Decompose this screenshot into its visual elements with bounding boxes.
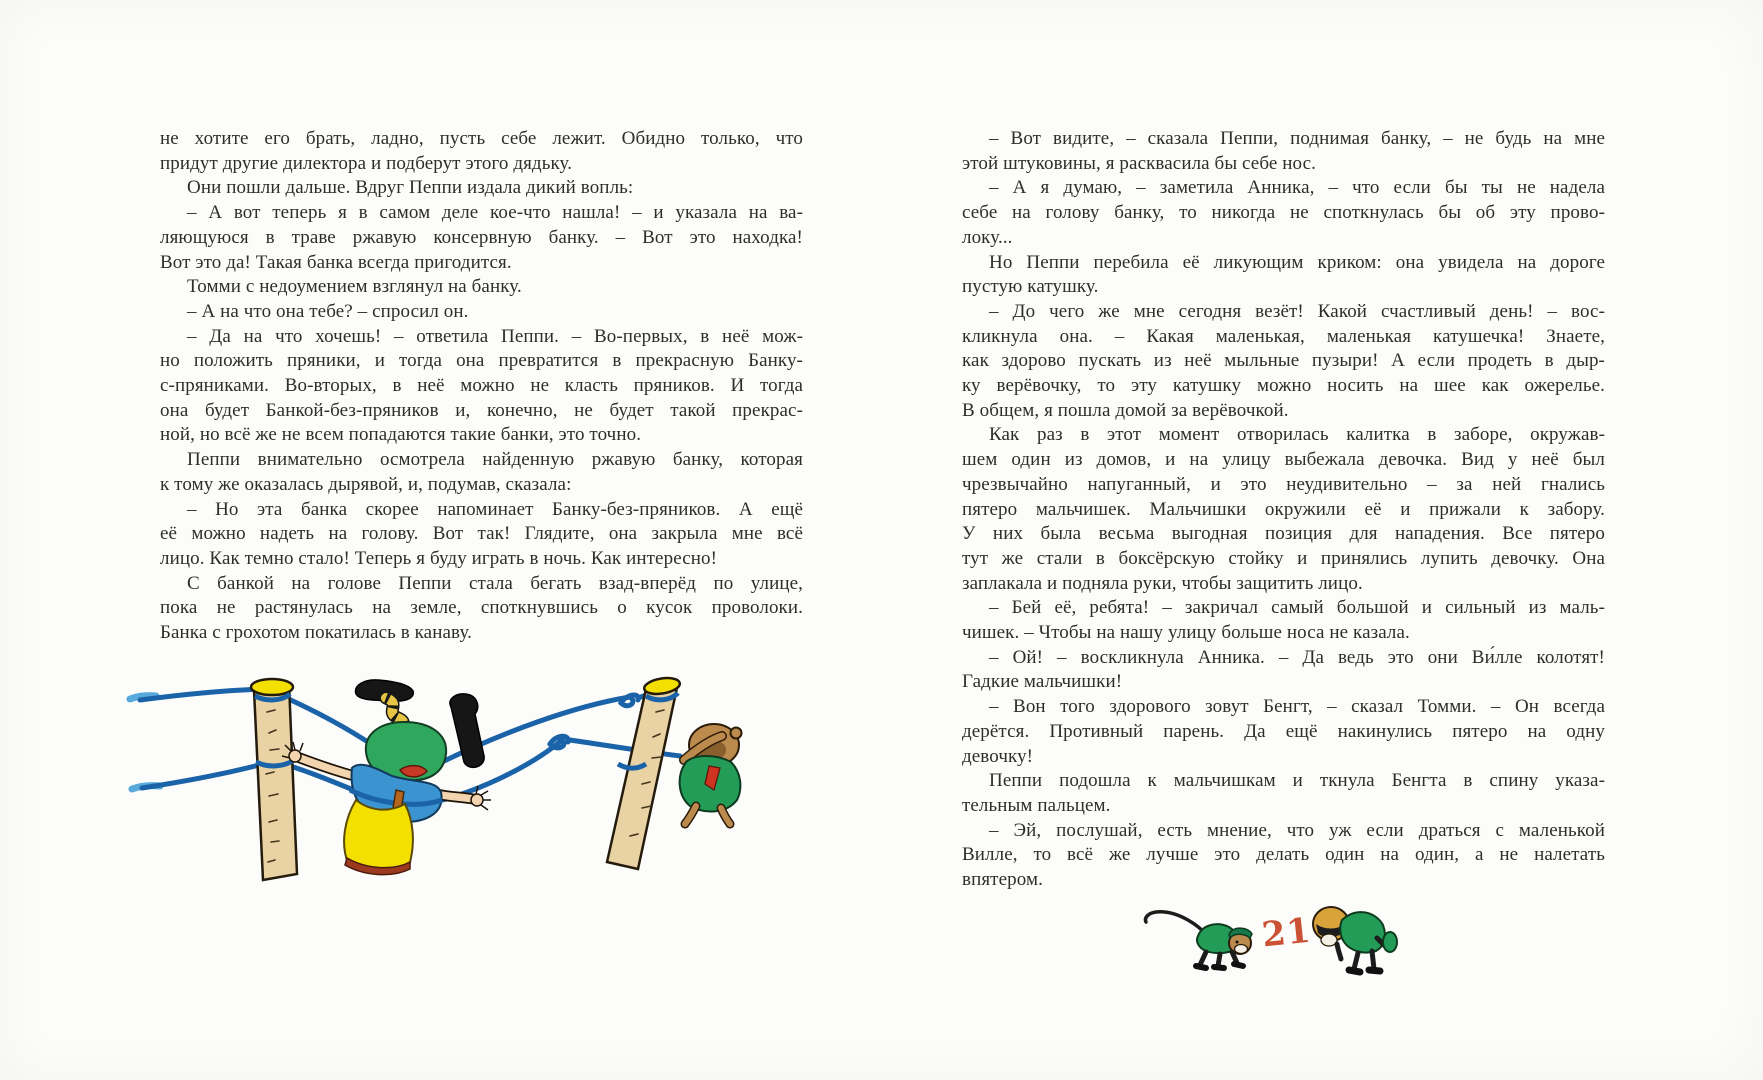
text-line: – Да на что хочешь! – ответила Пеппи. – Во-первых, в неё мож- bbox=[187, 325, 803, 347]
text-line: заплакала и подняла руки, чтобы защитить лицо. bbox=[962, 572, 1363, 594]
text-line: Томми с недоумением взглянул на банку. bbox=[187, 276, 522, 298]
text-line: – А на что она тебе? – спросил он. bbox=[187, 300, 469, 322]
text-line: ляющуюся в траве ржавую консервную банку. – Вот это находка! bbox=[160, 226, 803, 248]
text-line: к тому же оказалась дырявой, и, подумав, сказала: bbox=[160, 473, 572, 495]
text-line: – Вон того здорового зовут Бенгт, – сказал Томми. – Он всегда bbox=[989, 696, 1605, 718]
text-line: Но Пеппи перебила её ликующим криком: она увидела на дороге bbox=[989, 251, 1605, 273]
text-line: Вот это да! Такая банка всегда пригодится. bbox=[160, 251, 512, 273]
footer-illustration bbox=[1140, 898, 1410, 980]
text-line: – А я думаю, – заметила Анника, – что если бы ты не надела bbox=[989, 177, 1605, 199]
text-line: – Эй, послушай, есть мнение, что уж если драться с маленькой bbox=[989, 819, 1605, 841]
text-line: пустую катушку. bbox=[962, 276, 1099, 298]
frayed-wire-ends-icon bbox=[130, 696, 160, 789]
text-line: чишек. – Чтобы на нашу улицу больше носа не казала. bbox=[962, 622, 1410, 644]
text-line: её можно надеть на голову. Вот так! Глядите, она закрыла мне всё bbox=[160, 523, 803, 545]
page-number: 21 bbox=[1260, 910, 1314, 956]
text-line: тельным пальцем. bbox=[962, 794, 1111, 816]
bending-monkey-icon bbox=[1306, 898, 1400, 978]
text-line: В общем, я пошла домой за верёвочкой. bbox=[962, 399, 1289, 421]
text-line: как здорово пускать из неё мыльные пузыри! А если продеть в дыр- bbox=[962, 350, 1605, 372]
text-line: – Вот видите, – сказала Пеппи, поднимая банку, – не будь на мне bbox=[989, 128, 1605, 149]
text-line: тут же стали в боксёрскую стойку и принялись лупить девочку. Она bbox=[962, 547, 1605, 569]
text-line: с-пряниками. Во-вторых, в неё можно не класть пряников. И тогда bbox=[160, 375, 803, 397]
right-fence-post-icon bbox=[607, 676, 681, 869]
left-fence-post-icon bbox=[251, 679, 297, 880]
running-monkey-icon bbox=[1140, 902, 1260, 972]
text-line: – А вот теперь я в самом деле кое-что нашла! – и указала на ва- bbox=[187, 202, 803, 224]
text-line: чрезвычайно напуганный, и это неудивительно – за ней гнались bbox=[962, 473, 1605, 495]
monkey-icon bbox=[680, 724, 742, 824]
text-line: девочку! bbox=[962, 745, 1034, 767]
text-line: Пеппи внимательно осмотрела найденную ржавую банку, которая bbox=[187, 449, 803, 471]
text-line: пятеро мальчишек. Мальчишки окружили её и прижали к забору. bbox=[962, 498, 1605, 520]
text-line: У них была весьма выгодная позиция для нападения. Все пятеро bbox=[962, 523, 1605, 545]
text-line: кликнула она. – Какая маленькая, маленькая катушечка! Знаете, bbox=[962, 325, 1605, 347]
text-line: этой штуковины, я расквасила бы себе нос. bbox=[962, 152, 1316, 174]
text-line: локу... bbox=[962, 226, 1013, 248]
text-line: лицо. Как темно стало! Теперь я буду играть в ночь. Как интересно! bbox=[160, 547, 718, 569]
text-line: но положить пряники, и тогда она превратится в прекрасную Банку- bbox=[160, 350, 803, 372]
text-line: придут другие дилектора и подберут этого дядьку. bbox=[160, 152, 573, 174]
text-line: дерётся. Противный парень. Да ещё накинулись пятеро на одну bbox=[962, 720, 1605, 742]
text-line: Вилле, то всё же лучше это делать один на один, а не налетать bbox=[962, 844, 1605, 866]
text-line: – До чего же мне сегодня везёт! Какой счастливый день! – вос- bbox=[989, 300, 1605, 322]
text-line: ной, но всё же не всем попадаются такие банки, это точно. bbox=[160, 424, 642, 446]
text-line: ку верёвочку, то эту катушку можно носить на шее как ожерелье. bbox=[962, 375, 1605, 397]
text-line: С банкой на голове Пеппи стала бегать взад-вперёд по улице, bbox=[187, 572, 803, 594]
text-line: Они пошли дальше. Вдруг Пеппи издала дикий вопль: bbox=[187, 177, 634, 199]
text-line: шем один из домов, и на улицу выбежала девочка. Вид у неё был bbox=[962, 449, 1605, 471]
text-line: Как раз в этот момент отворилась калитка в заборе, окружав- bbox=[989, 424, 1605, 446]
text-line: себе на голову банку, то никогда не споткнулась бы об эту прово- bbox=[962, 202, 1605, 224]
text-line: Банка с грохотом покатилась в канаву. bbox=[160, 622, 472, 644]
right-page-text-column bbox=[962, 127, 1605, 893]
text-line: – Ой! – воскликнула Анника. – Да ведь это они Ви́лле колотят! bbox=[989, 646, 1605, 668]
text-line: пока не растянулась на земле, споткнувшись о кусок проволоки. bbox=[160, 597, 803, 619]
text-line: она будет Банкой-без-пряников и, конечно, не будет такой прекрас- bbox=[160, 399, 803, 421]
text-line: впятером. bbox=[962, 869, 1043, 891]
text-line: Гадкие мальчишки! bbox=[962, 671, 1123, 693]
pippi-tangled-in-wire-illustration bbox=[124, 672, 746, 886]
text-line: – Но эта банка скорее напоминает Банку-без-пряников. А ещё bbox=[187, 498, 803, 520]
left-page-text-column bbox=[160, 127, 803, 646]
text-line: Пеппи подошла к мальчишкам и ткнула Бенгта в спину указа- bbox=[989, 770, 1605, 792]
text-line: – Бей её, ребята! – закричал самый большой и сильный из маль- bbox=[989, 597, 1605, 619]
text-line: не хотите его брать, ладно, пусть себе лежит. Обидно только, что bbox=[160, 128, 803, 149]
